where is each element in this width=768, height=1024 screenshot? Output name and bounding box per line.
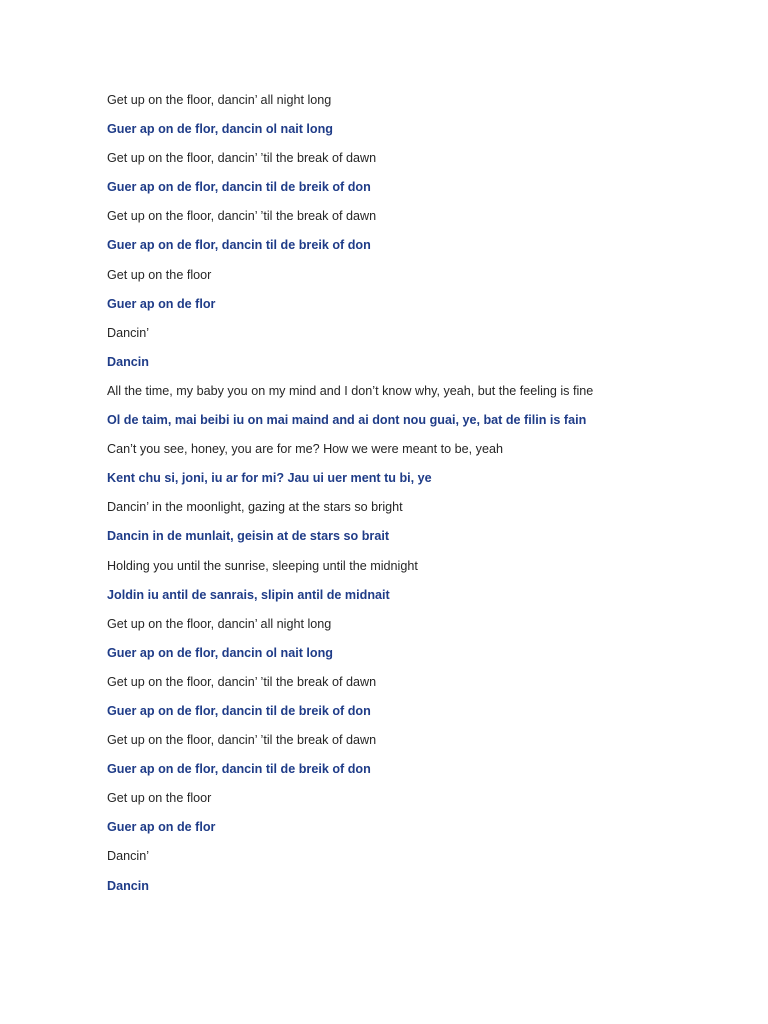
lyric-line-original: Can’t you see, honey, you are for me? How we were meant to be, yeah bbox=[107, 442, 503, 457]
lyric-line-phonetic: Guer ap on de flor bbox=[107, 820, 216, 835]
lyric-line-original: Get up on the floor, dancin’ ’til the break of dawn bbox=[107, 733, 377, 748]
lyric-line-phonetic: Dancin in de munlait, geisin at de stars so brait bbox=[107, 529, 390, 544]
lyrics-body bbox=[107, 91, 747, 906]
lyric-line-phonetic: Guer ap on de flor, dancin til de breik of don bbox=[107, 762, 371, 777]
lyric-line-phonetic: Joldin iu antil de sanrais, slipin antil de midnait bbox=[107, 587, 390, 602]
lyric-line-original: Get up on the floor, dancin’ all night long bbox=[107, 616, 332, 631]
lyric-line-phonetic: Guer ap on de flor bbox=[107, 296, 216, 311]
lyric-line-original: Dancin’ in the moonlight, gazing at the stars so bright bbox=[107, 500, 403, 515]
lyric-line-original: Get up on the floor bbox=[107, 267, 212, 282]
lyric-line-phonetic: Guer ap on de flor, dancin til de breik of don bbox=[107, 180, 371, 195]
lyric-line-phonetic: Guer ap on de flor, dancin til de breik of don bbox=[107, 238, 371, 253]
lyric-line-phonetic: Guer ap on de flor, dancin til de breik of don bbox=[107, 703, 371, 718]
lyric-line-original: Dancin’ bbox=[107, 849, 149, 864]
lyric-line-phonetic: Ol de taim, mai beibi iu on mai maind and ai dont nou guai, ye, bat de filin is fain bbox=[107, 413, 587, 428]
lyric-line-original: Get up on the floor, dancin’ ’til the break of dawn bbox=[107, 674, 377, 689]
lyric-line-phonetic: Guer ap on de flor, dancin ol nait long bbox=[107, 645, 333, 660]
lyric-line-original: Get up on the floor, dancin’ all night long bbox=[107, 93, 332, 107]
lyric-line-original: Get up on the floor, dancin’ ’til the break of dawn bbox=[107, 209, 377, 224]
lyric-line-original: All the time, my baby you on my mind and I don’t know why, yeah, but the feeling is fine bbox=[107, 383, 594, 398]
lyric-line-original: Get up on the floor bbox=[107, 791, 212, 806]
lyric-line-phonetic: Guer ap on de flor, dancin ol nait long bbox=[107, 122, 333, 137]
lyric-line-original: Dancin’ bbox=[107, 325, 149, 340]
lyric-line-phonetic: Dancin bbox=[107, 878, 149, 893]
lyric-line-phonetic: Kent chu si, joni, iu ar for mi? Jau ui uer ment tu bi, ye bbox=[107, 471, 432, 486]
lyric-line-original: Get up on the floor, dancin’ ’til the break of dawn bbox=[107, 151, 377, 166]
lyric-line-original: Holding you until the sunrise, sleeping until the midnight bbox=[107, 558, 418, 573]
lyric-line-phonetic: Dancin bbox=[107, 354, 149, 369]
